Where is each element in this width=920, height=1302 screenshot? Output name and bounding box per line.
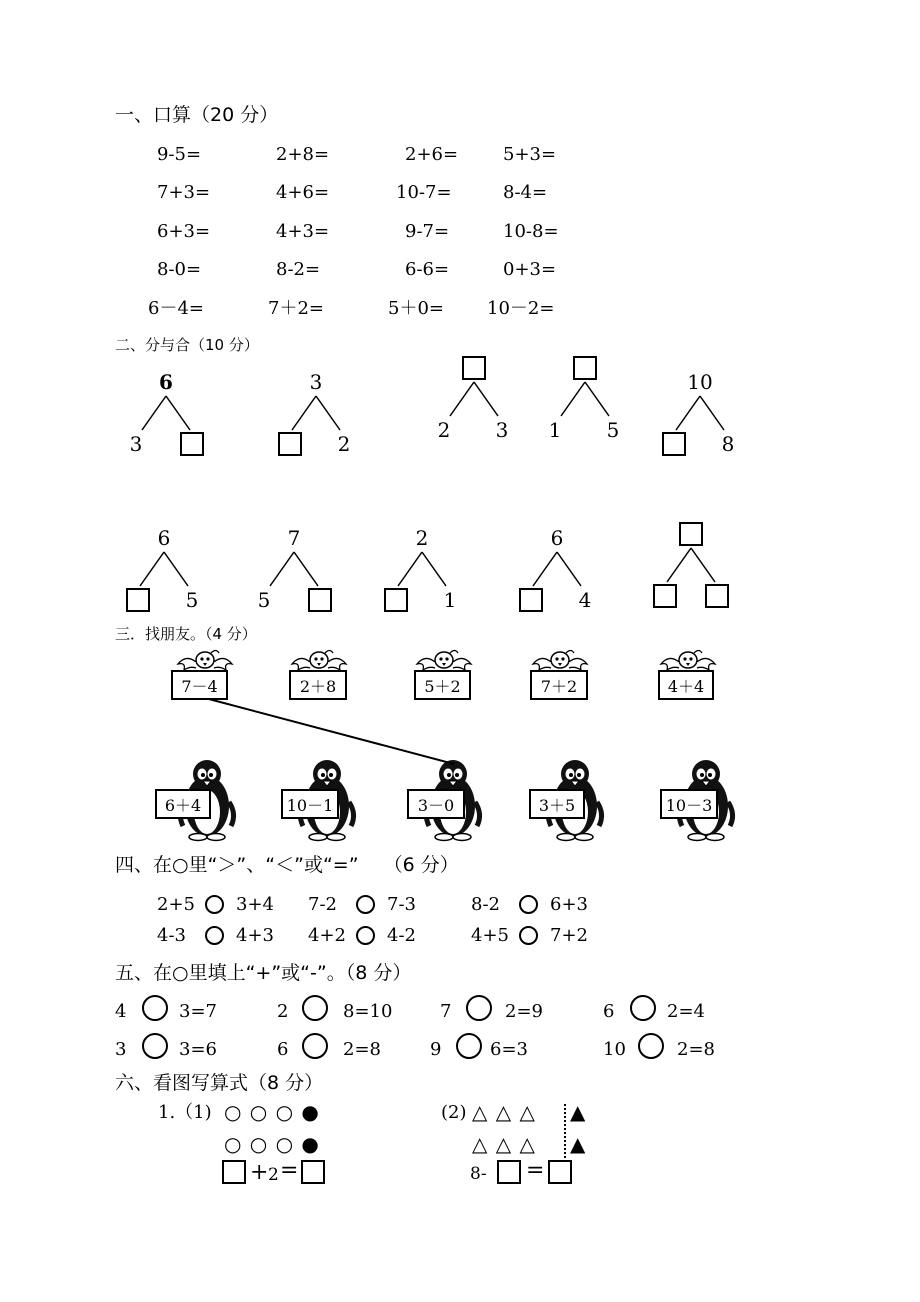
operand-left: 6 [603, 1001, 615, 1022]
tree-leaf-number: 1 [548, 418, 562, 442]
operator-circle[interactable] [630, 995, 656, 1021]
filled-triangle-2: ▲ [570, 1132, 586, 1156]
bird-illustration [292, 651, 346, 671]
penguin-card: 3－0 [407, 789, 465, 819]
triangles-row-1: △ △ △ [472, 1100, 536, 1124]
penguin-card: 6＋4 [155, 789, 211, 819]
compare-left: 2+5 [157, 894, 195, 915]
compare-circle[interactable] [356, 926, 375, 945]
equals-sign: = [526, 1158, 545, 1183]
operand-right: 6=3 [490, 1039, 528, 1060]
dotted-divider [564, 1104, 566, 1158]
operand-right: 8=10 [343, 1001, 393, 1022]
operand-left: 10 [603, 1039, 626, 1060]
operator-circle[interactable] [466, 995, 492, 1021]
tree-leaf-number: 3 [495, 418, 509, 442]
operand-right: 2=8 [677, 1039, 715, 1060]
arithmetic-problem: 5+3= [503, 144, 557, 165]
answer-box[interactable] [548, 1160, 572, 1184]
tree-leaf-number: 5 [606, 418, 620, 442]
operator-circle[interactable] [142, 1033, 168, 1059]
tree-top-number: 2 [415, 526, 429, 550]
circles-row-2: ○ ○ ○ ● [224, 1132, 320, 1156]
compare-left: 4+2 [308, 925, 346, 946]
answer-box[interactable] [301, 1160, 325, 1184]
operator-circle[interactable] [638, 1033, 664, 1059]
tree-leaf-number: 2 [337, 432, 351, 456]
penguin-card: 10－3 [660, 789, 718, 819]
tree-top-number: 6 [159, 370, 173, 394]
arithmetic-problem: 4+6= [276, 182, 330, 203]
item-1-label: 1.（1) [158, 1102, 212, 1123]
tree-leaf-number: 5 [257, 588, 271, 612]
penguin-card: 3＋5 [529, 789, 585, 819]
tree-leaf-number: 8 [721, 432, 735, 456]
filled-triangle-1: ▲ [570, 1100, 586, 1124]
arithmetic-problem: 5＋0= [388, 298, 444, 319]
compare-circle[interactable] [356, 895, 375, 914]
compare-left: 4+5 [471, 925, 509, 946]
bird-card: 7－4 [171, 670, 228, 700]
tree-leaf-number: 1 [443, 588, 457, 612]
operand-right: 3=6 [179, 1039, 217, 1060]
equals-sign: = [280, 1158, 299, 1183]
operator-circle[interactable] [302, 1033, 328, 1059]
arithmetic-problem: 6－4= [148, 298, 204, 319]
tree-top-number: 3 [309, 370, 323, 394]
bird-illustration [417, 651, 471, 671]
bird-card: 5＋2 [414, 670, 471, 700]
compare-left: 4-3 [157, 925, 186, 946]
arithmetic-problem: 8-0= [157, 259, 202, 280]
compare-circle[interactable] [519, 895, 538, 914]
bird-illustration [661, 651, 715, 671]
section1-title: 一、口算（20 分） [115, 104, 279, 126]
arithmetic-problem: 4+3= [276, 221, 330, 242]
match-line [205, 698, 454, 764]
tree-top-number: 7 [287, 526, 301, 550]
tree-leaf-number: 4 [578, 588, 592, 612]
section4-title: 四、在○里“＞”、“＜”或“=” （6 分） [115, 854, 459, 876]
arithmetic-problem: 9-7= [405, 221, 450, 242]
tree-top-number: 6 [550, 526, 564, 550]
operand-right: 2=4 [667, 1001, 705, 1022]
section3-title: 三．找朋友。（4 分） [115, 625, 257, 643]
arithmetic-problem: 8-4= [503, 182, 548, 203]
bird-card: 2＋8 [289, 670, 347, 700]
answer-box[interactable] [497, 1160, 521, 1184]
arithmetic-problem: 7+3= [157, 182, 211, 203]
bird-card: 4＋4 [658, 670, 714, 700]
compare-right: 4+3 [236, 925, 274, 946]
bird-illustration [178, 651, 232, 671]
operator-circle[interactable] [142, 995, 168, 1021]
operand-right: 3=7 [179, 1001, 217, 1022]
tree-leaf-number: 5 [185, 588, 199, 612]
section6-title: 六、看图写算式（8 分） [115, 1072, 324, 1094]
answer-box[interactable] [222, 1160, 246, 1184]
operand-left: 7 [440, 1001, 452, 1022]
operand-left: 3 [115, 1039, 127, 1060]
arithmetic-problem: 6-6= [405, 259, 450, 280]
arithmetic-problem: 10-8= [503, 221, 559, 242]
compare-right: 6+3 [550, 894, 588, 915]
triangles-row-2: △ △ △ [472, 1132, 536, 1156]
bird-illustration [533, 651, 587, 671]
compare-circle[interactable] [519, 926, 538, 945]
compare-circle[interactable] [205, 926, 224, 945]
number-two: 2 [268, 1165, 279, 1185]
operand-left: 9 [430, 1039, 442, 1060]
compare-right: 7+2 [550, 925, 588, 946]
section2-title: 二、分与合（10 分） [115, 336, 259, 354]
compare-right: 4-2 [387, 925, 416, 946]
tree-leaf-number: 3 [129, 432, 143, 456]
arithmetic-problem: 10-7= [396, 182, 452, 203]
tree-leaf-number: 2 [437, 418, 451, 442]
arithmetic-problem: 2+6= [405, 144, 459, 165]
arithmetic-problem: 7＋2= [268, 298, 324, 319]
tree-top-number: 6 [157, 526, 171, 550]
compare-right: 3+4 [236, 894, 274, 915]
arithmetic-problem: 2+8= [276, 144, 330, 165]
operator-circle[interactable] [302, 995, 328, 1021]
operand-right: 2=9 [505, 1001, 543, 1022]
circles-row-1: ○ ○ ○ ● [224, 1100, 320, 1124]
penguin-card: 10－1 [281, 789, 339, 819]
plus-sign: + [250, 1160, 269, 1185]
compare-circle[interactable] [205, 895, 224, 914]
operand-left: 4 [115, 1001, 127, 1022]
bird-card: 7＋2 [530, 670, 588, 700]
arithmetic-problem: 0+3= [503, 259, 557, 280]
number-eight-minus: 8- [470, 1164, 487, 1184]
section5-title: 五、在○里填上“+”或“-”。（8 分） [115, 962, 412, 984]
arithmetic-problem: 8-2= [276, 259, 321, 280]
operand-right: 2=8 [343, 1039, 381, 1060]
arithmetic-problem: 6+3= [157, 221, 211, 242]
arithmetic-problem: 9-5= [157, 144, 202, 165]
compare-left: 7-2 [308, 894, 337, 915]
operator-circle[interactable] [456, 1033, 482, 1059]
arithmetic-problem: 10－2= [487, 298, 555, 319]
operand-left: 2 [277, 1001, 289, 1022]
part-2-label: (2) [441, 1102, 467, 1123]
tree-top-number: 10 [687, 370, 713, 394]
compare-right: 7-3 [387, 894, 416, 915]
operand-left: 6 [277, 1039, 289, 1060]
compare-left: 8-2 [471, 894, 500, 915]
